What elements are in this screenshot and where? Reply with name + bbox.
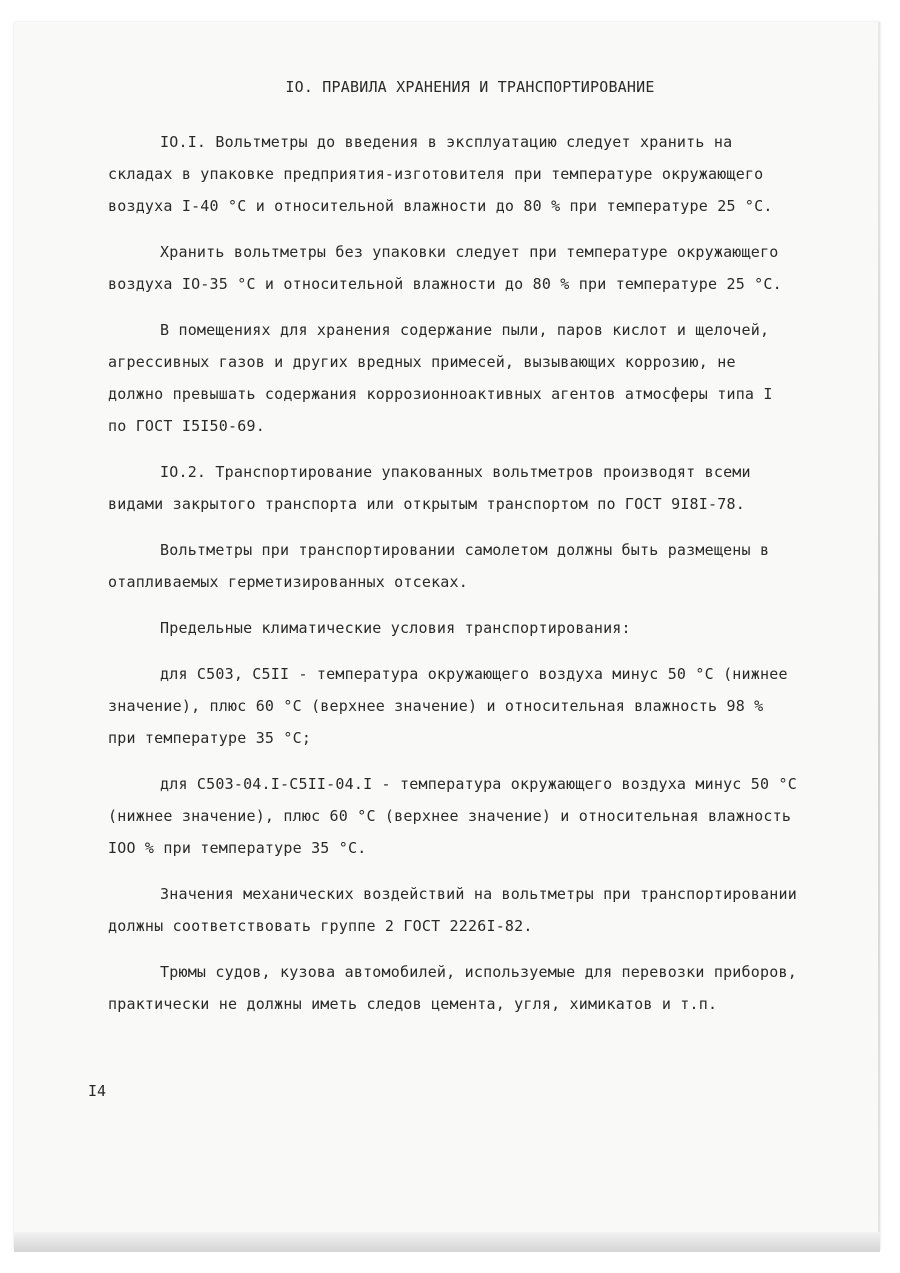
paragraph-holds: Трюмы судов, кузова автомобилей, используемые для перевозки приборов, практически не должны иметь следов цемента, угля, химикатов и т.п. (108, 963, 797, 1013)
page-edge-right (878, 22, 880, 1250)
paragraph-10-1: IO.I. Вольтметры до введения в эксплуатацию следует хранить на складах в упаковке предприятия-изготовителя при температуре окружающего воздуха I-40 °С и относительной влажности до 80 % при температуре 25 °С. (108, 133, 773, 215)
paragraph-conditions-c503-04: для С503-04.I-С5II-04.I - температура окружающего воздуха минус 50 °С (нижнее значение), плюс 60 °С (верхнее значение) и относительная влажность IOO % при температуре 35 °С. (108, 775, 797, 857)
page-number: I4 (88, 1082, 107, 1100)
paragraph-air-transport: Вольтметры при транспортировании самолетом должны быть размещены в отапливаемых герметизированных отсеках. (108, 541, 770, 591)
paragraph-storage-unpacked: Хранить вольтметры без упаковки следует при температуре окружающего воздуха IO-35 °С и относительной влажности до 80 % при температуре 25 °С. (108, 243, 782, 293)
paragraph-conditions-c503: для С503, С5II - температура окружающего воздуха минус 50 °С (нижнее значение), плюс 60 °С (верхнее значение) и относительная влажность 98 % при температуре 35 °С; (108, 665, 788, 747)
paragraph-10-2: IO.2. Транспортирование упакованных вольтметров производят всеми видами закрытого транспорта или открытым транспортом по ГОСТ 9I8I-78. (108, 463, 751, 513)
paragraph-storage-rooms: В помещениях для хранения содержание пыли, паров кислот и щелочей, агрессивных газов и других вредных примесей, вызывающих коррозию, не должно превышать содержания коррозионноактивных агентов атмосферы типа I по ГОСТ I5I50-69. (108, 321, 773, 435)
page-edge-bottom (14, 1232, 880, 1252)
section-title: IO. ПРАВИЛА ХРАНЕНИЯ И ТРАНСПОРТИРОВАНИЕ (285, 78, 655, 96)
paragraph-climatic-conditions: Предельные климатические условия транспортирования: (160, 619, 631, 637)
document-body (108, 78, 798, 1034)
paragraph-mechanical: Значения механических воздействий на вольтметры при транспортировании должны соответствовать группе 2 ГОСТ 2226I-82. (108, 885, 797, 935)
